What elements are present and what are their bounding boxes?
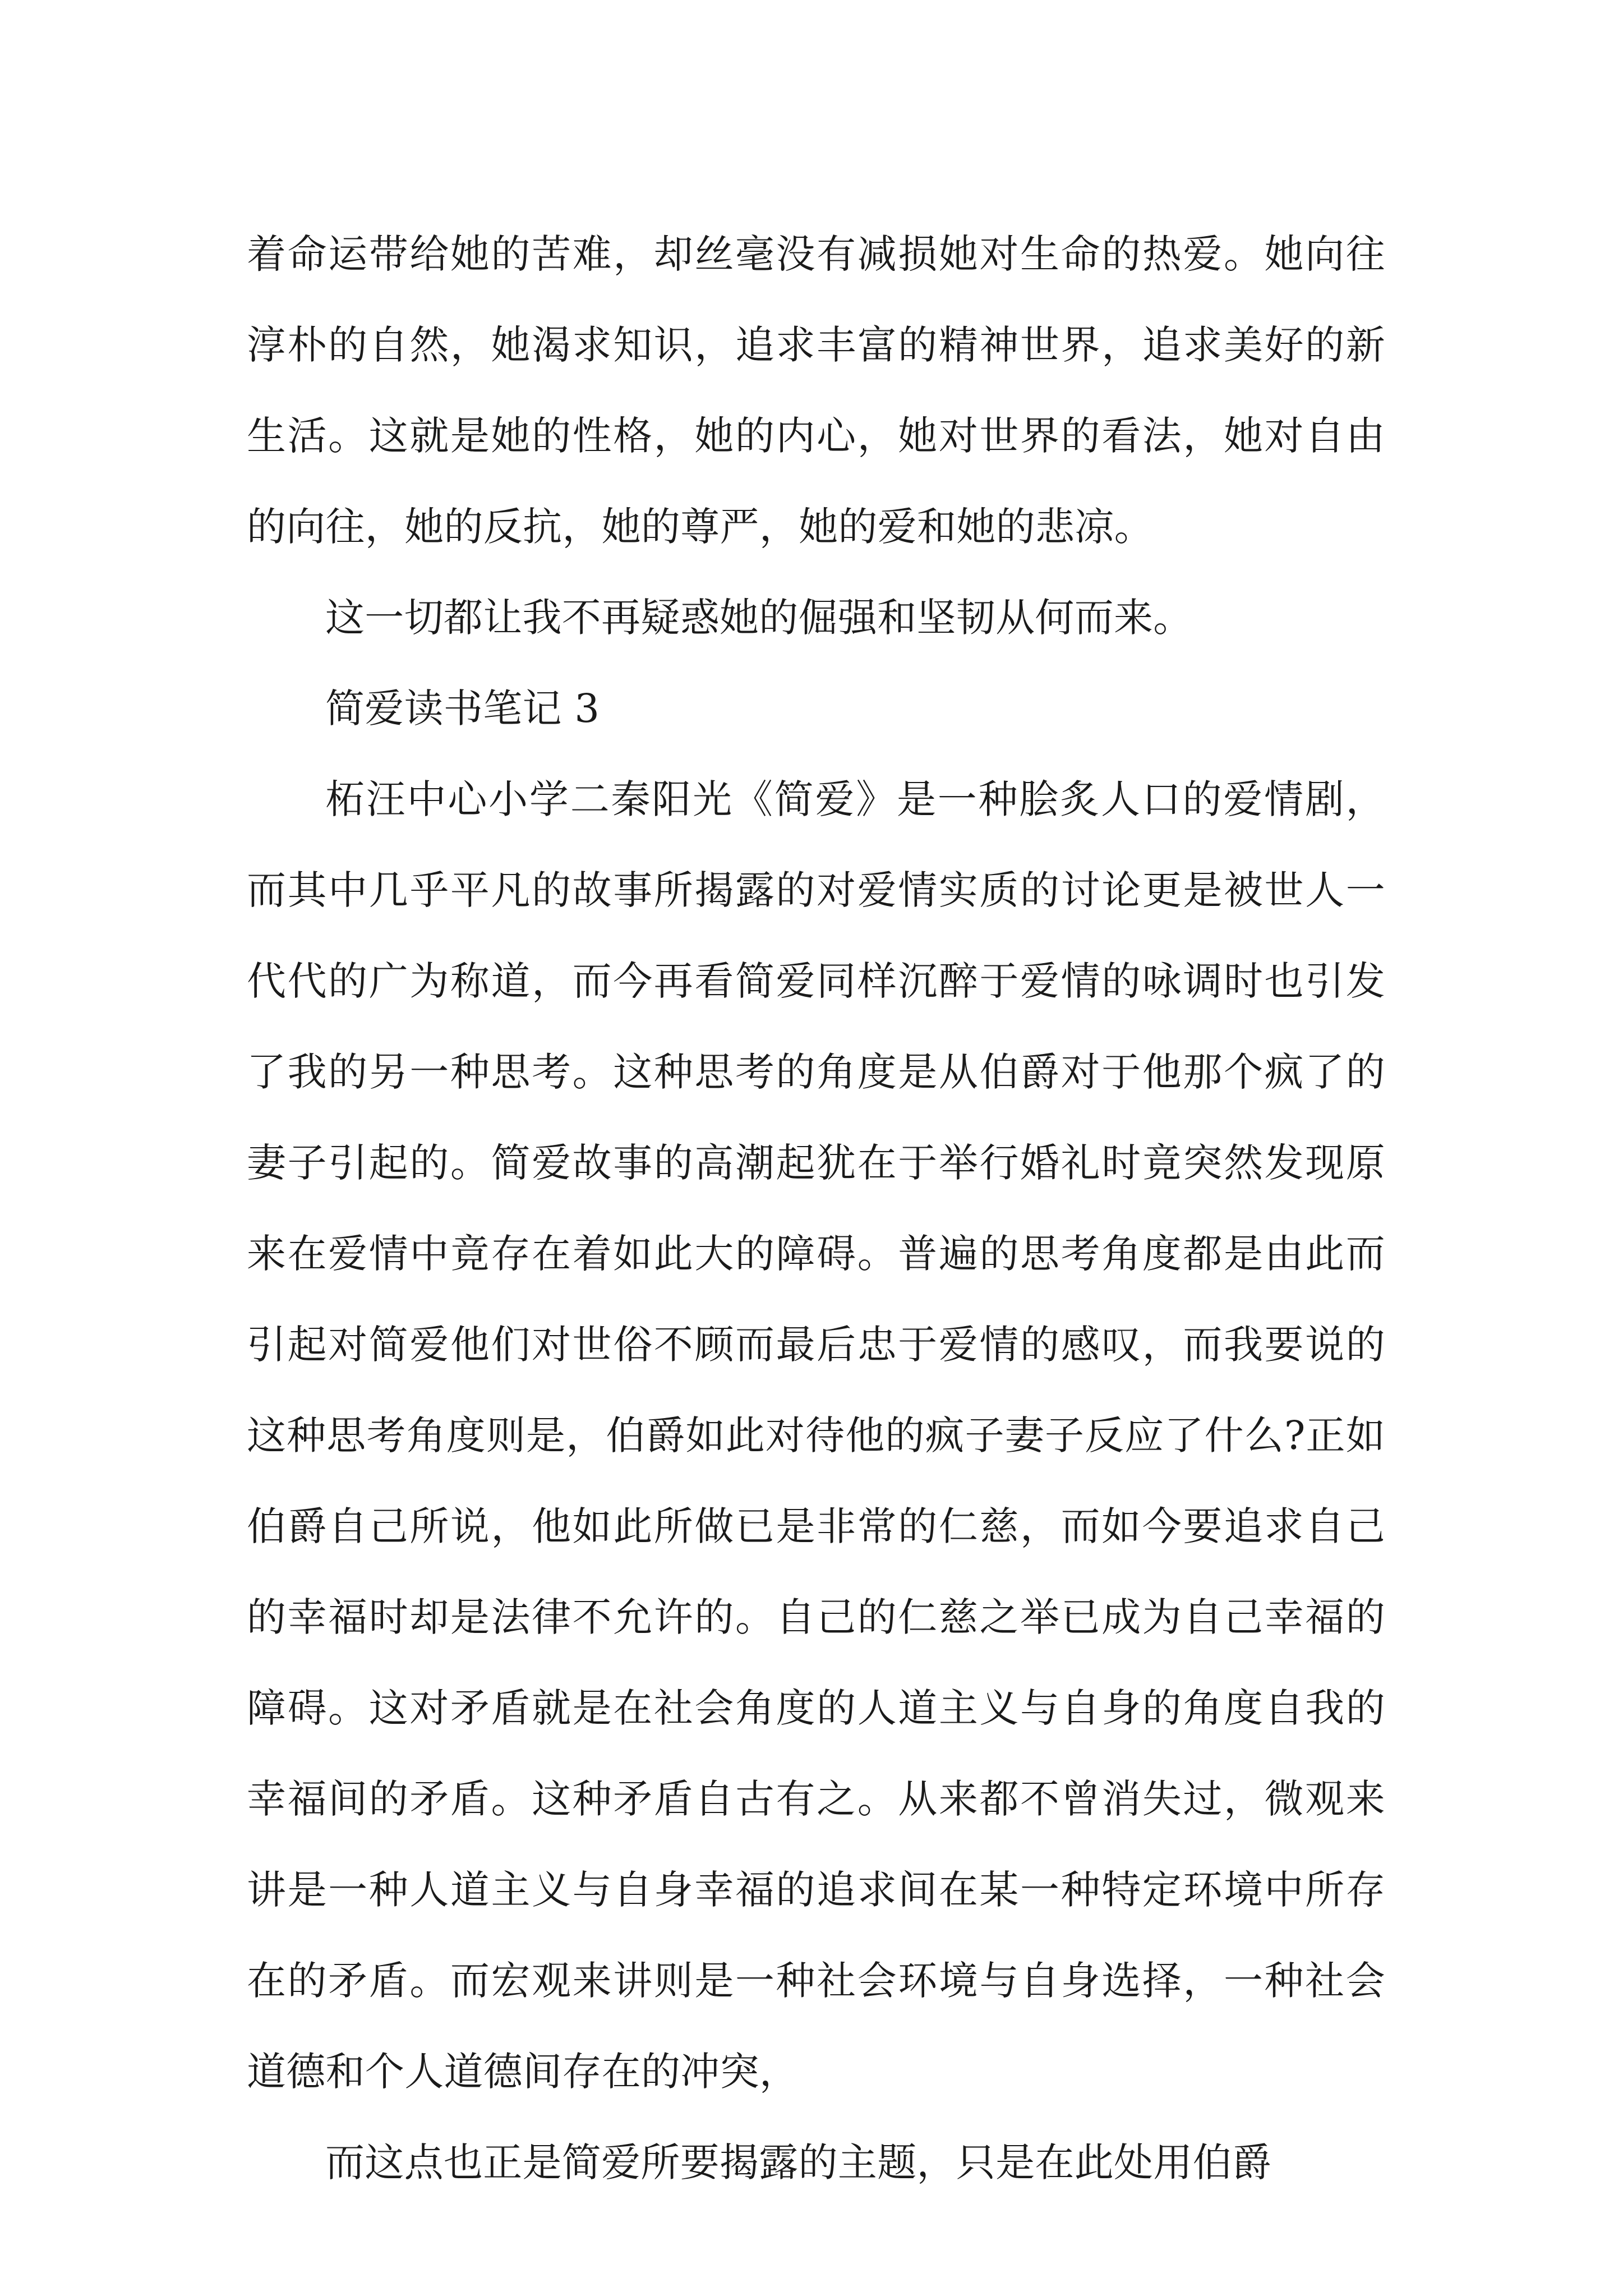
- paragraph-theme: 而这点也正是简爱所要揭露的主题，只是在此处用伯爵: [325, 2139, 1272, 2185]
- section-heading: 简爱读书笔记 3: [325, 685, 600, 731]
- paragraph-continuation: 着命运带给她的苦难，却丝毫没有减损她对生命的热爱。她向往淳朴的自然，她渴求知识，追求丰富的精神世界，追求美好的新生活。这就是她的性格，她的内心，她对世界的看法，她对自由的向往，她的反抗，她的尊严，她的爱和她的悲凉。: [247, 231, 1385, 550]
- document-body: [247, 209, 1385, 2208]
- paragraph-main: 柘汪中心小学二秦阳光《简爱》是一种脍炙人口的爱情剧，而其中几乎平凡的故事所揭露的对爱情实质的讨论更是被世人一代代的广为称道，而今再看简爱同样沉醉于爱情的咏调时也引发了我的另一种思考。这种思考的角度是从伯爵对于他那个疯了的妻子引起的。简爱故事的高潮起犹在于举行婚礼时竟突然发现原来在爱情中竟存在着如此大的障碍。普遍的思考角度都是由此而引起对简爱他们对世俗不顾而最后忠于爱情的感叹，而我要说的这种思考角度则是，伯爵如此对待他的疯子妻子反应了什么?正如伯爵自己所说，他如此所做已是非常的仁慈，而如今要追求自己的幸福时却是法律不允许的。自己的仁慈之举已成为自己幸福的障碍。这对矛盾就是在社会角度的人道主义与自身的角度自我的幸福间的矛盾。这种矛盾自古有之。从来都不曾消失过，微观来讲是一种人道主义与自身幸福的追求间在某一种特定环境中所存在的矛盾。而宏观来讲则是一种社会环境与自身选择，一种社会道德和个人道德间存在的冲突，: [247, 776, 1385, 2095]
- paragraph-doubt: 这一切都让我不再疑惑她的倔强和坚韧从何而来。: [325, 595, 1193, 641]
